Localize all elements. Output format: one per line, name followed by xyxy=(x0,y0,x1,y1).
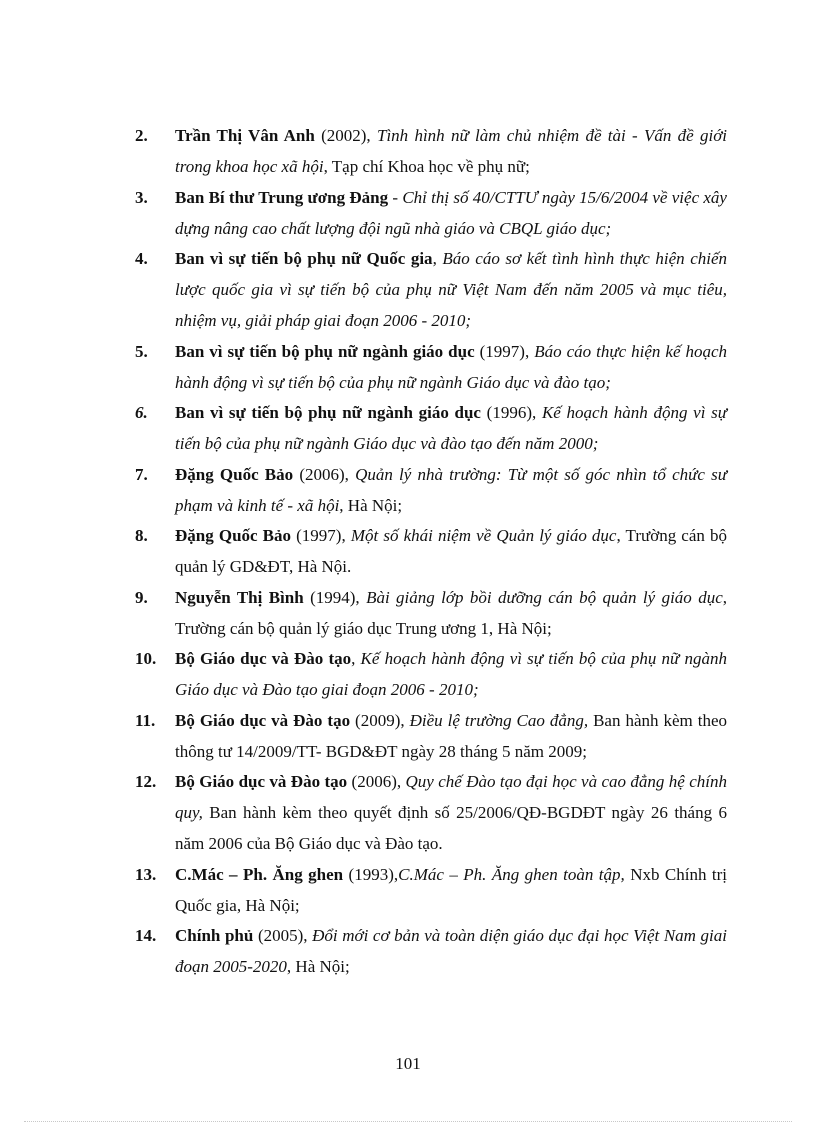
reference-year: (1993), xyxy=(343,864,399,884)
reference-title: Bài giảng lớp bồi dưỡng cán bộ quản lý giáo dục xyxy=(366,587,723,607)
reference-text xyxy=(175,336,727,398)
reference-author: Bộ Giáo dục và Đào tạo xyxy=(175,649,352,668)
reference-title: Quy chế Đào tạo đại học và cao đẳng hệ chính quy, xyxy=(175,772,727,822)
reference-item xyxy=(135,120,727,182)
reference-author: Trần Thị Vân Anh xyxy=(175,126,315,145)
reference-item xyxy=(135,859,727,921)
reference-author: Ban vì sự tiến bộ phụ nữ ngành giáo dục xyxy=(175,341,475,361)
reference-number: 2. xyxy=(135,126,148,145)
reference-number: 7. xyxy=(135,464,148,484)
reference-title: Tình hình nữ làm chủ nhiệm đề tài - Vấn đề giới trong khoa học xã hội xyxy=(175,126,727,176)
reference-number: 6. xyxy=(135,403,148,422)
reference-item xyxy=(135,643,727,705)
reference-year: (2009), xyxy=(350,710,410,730)
reference-year: (1997), xyxy=(291,526,351,545)
reference-title: Báo cáo thực hiện kế hoạch hành động vì sự tiến bộ của phụ nữ ngành Giáo dục và đào tạo; xyxy=(175,341,728,392)
reference-publisher: Nxb Chính trị Quốc gia, Hà Nội; xyxy=(175,864,727,915)
reference-item xyxy=(135,920,727,982)
reference-publisher: , Tạp chí Khoa học về phụ nữ; xyxy=(323,157,530,176)
reference-number: 8. xyxy=(135,526,148,545)
reference-title: Chỉ thị số 40/CTTƯ ngày 15/6/2004 về việc xây dựng nâng cao chất lượng đội ngũ nhà giáo và CBQL giáo dục; xyxy=(175,187,727,238)
reference-publisher: , Hà Nội; xyxy=(339,495,403,515)
reference-author: C.Mác – Ph. Ăng ghen xyxy=(175,864,344,884)
reference-author: Ban vì sự tiến bộ phụ nữ Quốc gia xyxy=(175,249,433,268)
reference-author: Bộ Giáo dục và Đào tạo xyxy=(175,772,348,791)
reference-number: 11. xyxy=(135,710,156,730)
reference-author: Nguyễn Thị Bình xyxy=(175,587,304,607)
reference-author: Đặng Quốc Bảo xyxy=(175,464,294,484)
reference-publisher: , Trường cán bộ quản lý GD&ĐT, Hà Nội. xyxy=(175,526,728,576)
reference-title: Báo cáo sơ kết tình hình thực hiện chiến lược quốc gia vì sự tiến bộ của phụ nữ Việt Nam đến năm 2005 và mục tiêu, nhiệm vụ, giải pháp giai đoạn 2006 - 2010; xyxy=(175,249,728,330)
page-number: 101 xyxy=(395,1054,421,1073)
reference-title: Điều lệ trường Cao đẳng, xyxy=(409,710,589,730)
reference-item xyxy=(135,243,727,336)
reference-publisher: , Hà Nội; xyxy=(286,957,350,976)
reference-item xyxy=(135,705,727,767)
reference-year: (1996), xyxy=(480,403,542,422)
reference-publisher: Ban hành kèm theo thông tư 14/2009/TT- BGD&ĐT ngày 28 tháng 5 năm 2009; xyxy=(175,710,727,761)
reference-item xyxy=(135,582,727,644)
reference-text xyxy=(175,766,727,859)
reference-text xyxy=(175,920,727,982)
reference-year: , xyxy=(351,649,361,668)
reference-author: Đặng Quốc Bảo xyxy=(175,526,292,545)
reference-number: 4. xyxy=(135,249,148,268)
reference-item xyxy=(135,182,727,244)
reference-item xyxy=(135,520,727,582)
reference-title: Kế hoạch hành động vì sự tiến bộ của phụ nữ ngành Giáo dục và Đào tạo giai đoạn 2006 - 2010; xyxy=(175,649,727,699)
reference-text xyxy=(175,182,727,244)
reference-number: 9. xyxy=(135,587,148,607)
reference-number: 14. xyxy=(135,926,157,945)
reference-text xyxy=(175,643,727,705)
reference-title: C.Mác – Ph. Ăng ghen toàn tập, xyxy=(398,864,625,884)
reference-number: 10. xyxy=(135,649,157,668)
reference-year: (2005), xyxy=(253,926,313,945)
reference-title: Đổi mới cơ bản và toàn diện giáo dục đại học Việt Nam giai đoạn 2005-2020 xyxy=(175,926,727,976)
reference-text xyxy=(175,520,727,582)
reference-year: (2002), xyxy=(314,126,377,145)
reference-title: Kế hoạch hành động vì sự tiến bộ của phụ nữ ngành Giáo dục và đào tạo đến năm 2000; xyxy=(175,403,728,453)
reference-number: 12. xyxy=(135,772,157,791)
reference-publisher: Ban hành kèm theo quyết định số 25/2006/QĐ-BGDĐT ngày 26 tháng 6 năm 2006 của Bộ Giáo dục và Đào tạo. xyxy=(175,803,727,853)
reference-year: (2006), xyxy=(347,772,406,791)
reference-text xyxy=(175,120,727,182)
reference-title: Quản lý nhà trường: Từ một số góc nhìn tổ chức sư phạm và kinh tế - xã hội xyxy=(175,464,728,515)
reference-text xyxy=(175,397,727,459)
reference-year: (2006), xyxy=(293,464,356,484)
reference-item xyxy=(135,766,727,859)
reference-list xyxy=(135,120,727,982)
reference-text xyxy=(175,859,727,921)
reference-year: (1994), xyxy=(303,587,367,607)
reference-author: Ban vì sự tiến bộ phụ nữ ngành giáo dục xyxy=(175,403,481,422)
reference-text xyxy=(175,243,727,336)
reference-year: - xyxy=(388,187,403,207)
reference-author: Ban Bí thư Trung ương Đảng xyxy=(175,187,389,207)
reference-title: Một số khái niệm về Quản lý giáo dục xyxy=(350,526,617,545)
reference-text xyxy=(175,582,727,644)
reference-text xyxy=(175,459,727,521)
reference-number: 5. xyxy=(135,341,148,361)
reference-year: (1997), xyxy=(474,341,535,361)
reference-item xyxy=(135,397,727,459)
reference-author: Chính phủ xyxy=(175,926,254,945)
reference-item xyxy=(135,336,727,398)
reference-publisher: , Trường cán bộ quản lý giáo dục Trung ương 1, Hà Nội; xyxy=(175,587,727,638)
reference-year: , xyxy=(432,249,443,268)
page-bottom-divider xyxy=(24,1121,792,1122)
reference-number: 3. xyxy=(135,187,148,207)
reference-item xyxy=(135,459,727,521)
reference-number: 13. xyxy=(135,864,157,884)
reference-text xyxy=(175,705,727,767)
reference-author: Bộ Giáo dục và Đào tạo xyxy=(175,710,351,730)
